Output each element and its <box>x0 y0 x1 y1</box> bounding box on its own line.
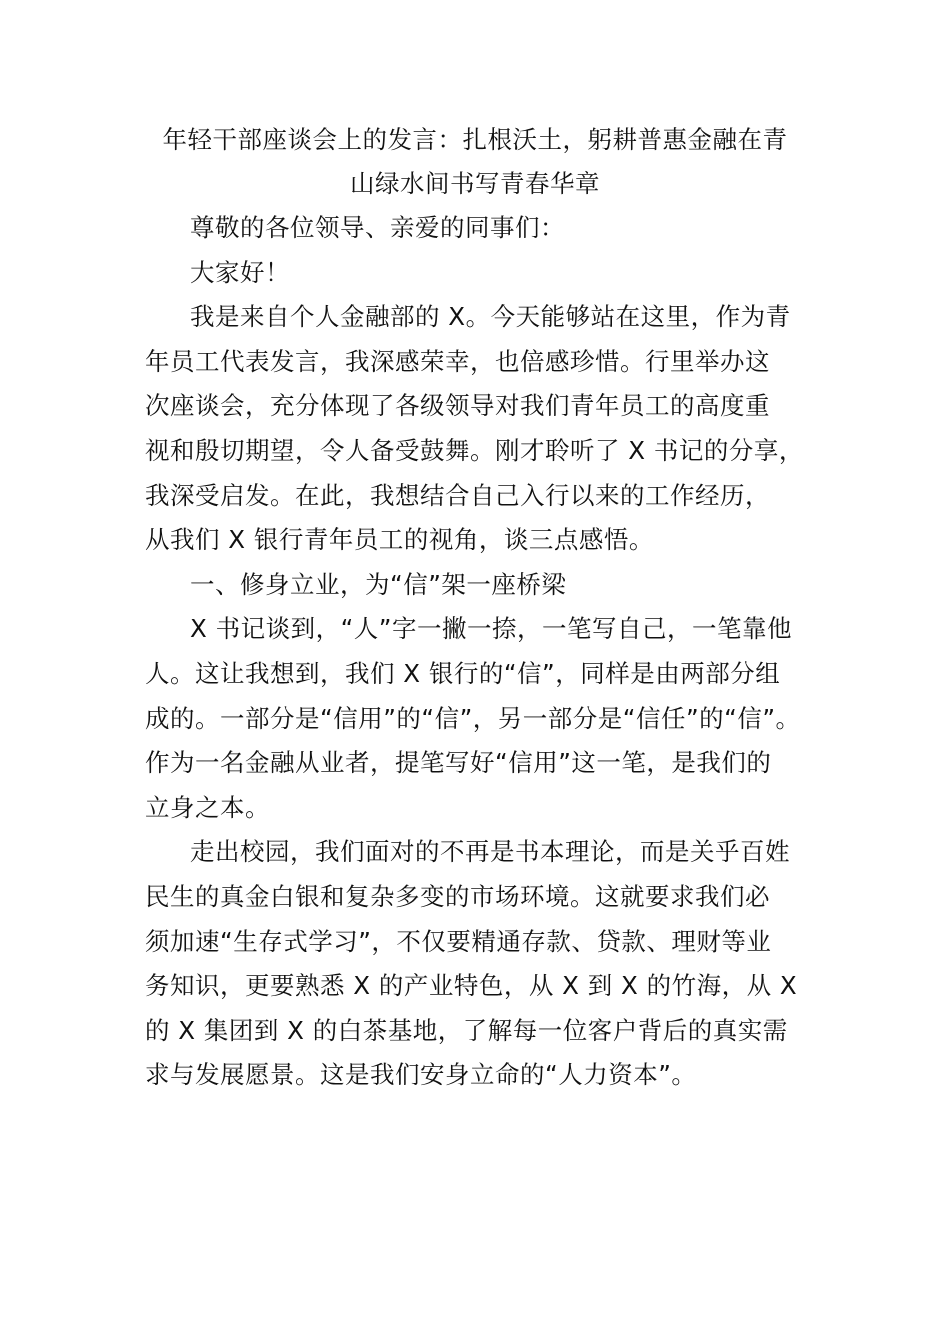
section-heading: 一、修身立业，为“信”架一座桥梁 <box>190 569 567 599</box>
title-line: 山绿水间书写青春华章 <box>350 169 600 198</box>
greeting: 大家好！ <box>190 257 290 287</box>
section1-paragraph-2 <box>145 830 805 1098</box>
paragraph-line: 求与发展愿景。这是我们安身立命的“人力资本”。 <box>145 1060 697 1090</box>
intro-paragraph <box>145 295 805 563</box>
intro-line: 我深受启发。在此，我想结合自己入行以来的工作经历， <box>145 480 770 510</box>
paragraph-line: 务知识，更要熟悉 X 的产业特色，从 X 到 X 的竹海，从 X <box>145 971 798 1001</box>
paragraph-line: 走出校园，我们面对的不再是书本理论，而是关乎百姓 <box>190 837 790 867</box>
section1-paragraph-1 <box>145 607 805 830</box>
paragraph-line: 的 X 集团到 X 的白茶基地，了解每一位客户背后的真实需 <box>145 1015 788 1045</box>
document-title <box>145 118 805 206</box>
intro-line: 年员工代表发言，我深感荣幸，也倍感珍惜。行里举办这 <box>145 346 770 376</box>
paragraph-line: 成的。一部分是“信用”的“信”，另一部分是“信任”的“信”。 <box>145 703 801 733</box>
title-line: 年轻干部座谈会上的发言：扎根沃土，躬耕普惠金融在青 <box>162 125 788 154</box>
salutation: 尊敬的各位领导、亲爱的同事们： <box>190 213 565 242</box>
paragraph-line: 人。这让我想到，我们 X 银行的“信”，同样是由两部分组 <box>145 658 781 688</box>
paragraph-line: 民生的真金白银和复杂多变的市场环境。这就要求我们必 <box>145 881 770 911</box>
document-page <box>145 118 805 1098</box>
paragraph-line: X 书记谈到，“人”字一撇一捺，一笔写自己，一笔靠他 <box>190 614 792 644</box>
intro-line: 从我们 X 银行青年员工的视角，谈三点感悟。 <box>145 525 654 555</box>
paragraph-line: 立身之本。 <box>145 792 270 822</box>
intro-line: 次座谈会，充分体现了各级领导对我们青年员工的高度重 <box>145 391 770 421</box>
intro-line: 我是来自个人金融部的 X。今天能够站在这里，作为青 <box>190 302 791 332</box>
paragraph-line: 须加速“生存式学习”，不仅要精通存款、贷款、理财等业 <box>145 926 772 956</box>
paragraph-line: 作为一名金融从业者，提笔写好“信用”这一笔，是我们的 <box>145 748 772 778</box>
intro-line: 视和殷切期望，令人备受鼓舞。刚才聆听了 X 书记的分享， <box>145 435 804 465</box>
